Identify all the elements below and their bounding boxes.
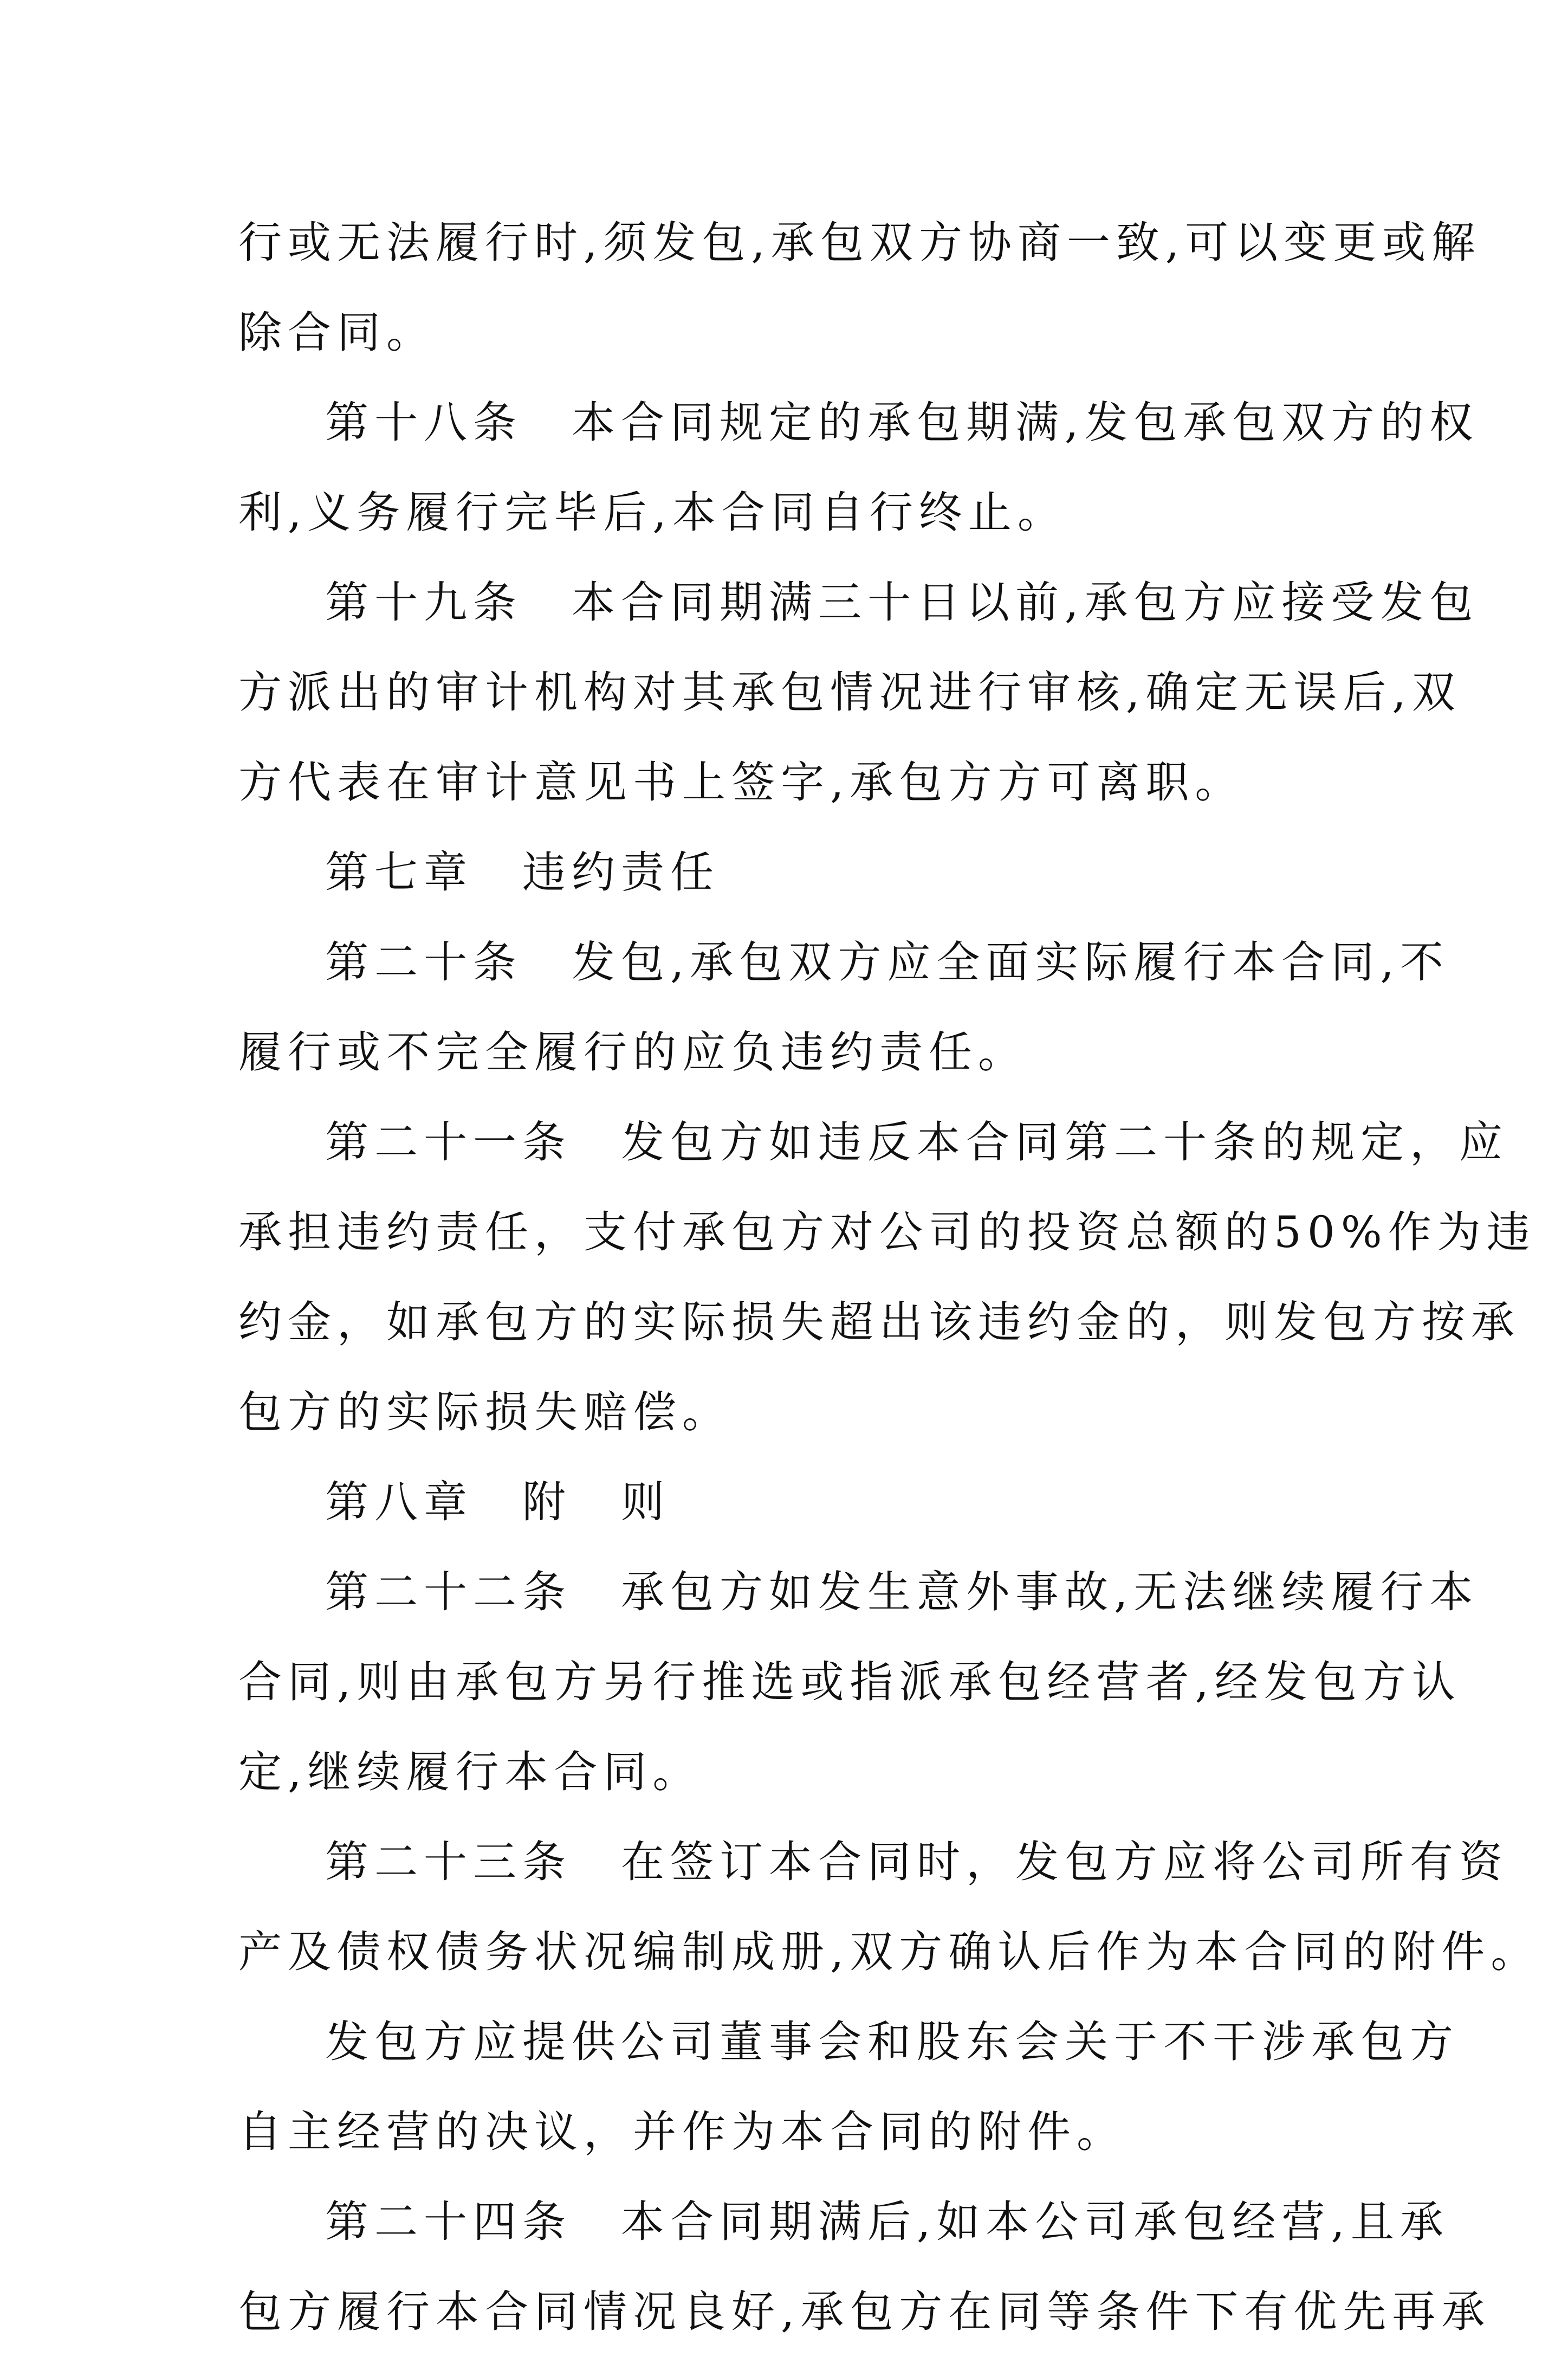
text-line: 方代表在审计意见书上签字,承包方方可离职。 — [238, 757, 1245, 808]
text-line: 包方履行本合同情况良好,承包方在同等条件下有优先再承 — [238, 2287, 1491, 2337]
text-line: 第十八条 本合同规定的承包期满,发包承包双方的权 — [325, 397, 1479, 448]
text-line: 发包方应提供公司董事会和股东会关于不干涉承包方 — [325, 2017, 1459, 2067]
text-line: 包方的实际损失赔偿。 — [238, 1387, 731, 1437]
text-line: 第七章 违约责任 — [325, 847, 720, 897]
text-line: 定,继续履行本合同。 — [238, 1747, 702, 1797]
text-line: 第二十条 发包,承包双方应全面实际履行本合同,不 — [325, 937, 1449, 987]
text-line: 第十九条 本合同期满三十日以前,承包方应接受发包 — [325, 577, 1479, 628]
text-line: 行或无法履行时,须发包,承包双方协商一致,可以变更或解 — [238, 217, 1481, 268]
text-line: 第二十一条 发包方如违反本合同第二十条的规定，应 — [325, 1117, 1508, 1167]
text-line: 产及债权债务状况编制成册,双方确认后作为本合同的附件。 — [238, 1927, 1540, 1977]
text-line: 合同,则由承包方另行推选或指派承包经营者,经发包方认 — [238, 1657, 1461, 1707]
contract-text-body — [238, 198, 1540, 2357]
text-line: 约金，如承包方的实际损失超出该违约金的，则发包方按承 — [238, 1297, 1520, 1347]
text-line: 第二十二条 承包方如发生意外事故,无法继续履行本 — [325, 1567, 1479, 1617]
text-line: 自主经营的决议，并作为本合同的附件。 — [238, 2107, 1126, 2157]
text-line: 第二十四条 本合同期满后,如本公司承包经营,且承 — [325, 2197, 1449, 2247]
text-line: 承担违约责任，支付承包方对公司的投资总额的50%作为违 — [238, 1207, 1536, 1257]
text-line: 第二十三条 在签订本合同时，发包方应将公司所有资 — [325, 1837, 1508, 1887]
text-line: 第八章 附 则 — [325, 1477, 670, 1527]
text-line: 方派出的审计机构对其承包情况进行审核,确定无误后,双 — [238, 667, 1461, 718]
text-line: 履行或不完全履行的应负违约责任。 — [238, 1027, 1027, 1077]
text-line: 除合同。 — [238, 307, 436, 358]
text-line: 利,义务履行完毕后,本合同自行终止。 — [238, 487, 1067, 538]
